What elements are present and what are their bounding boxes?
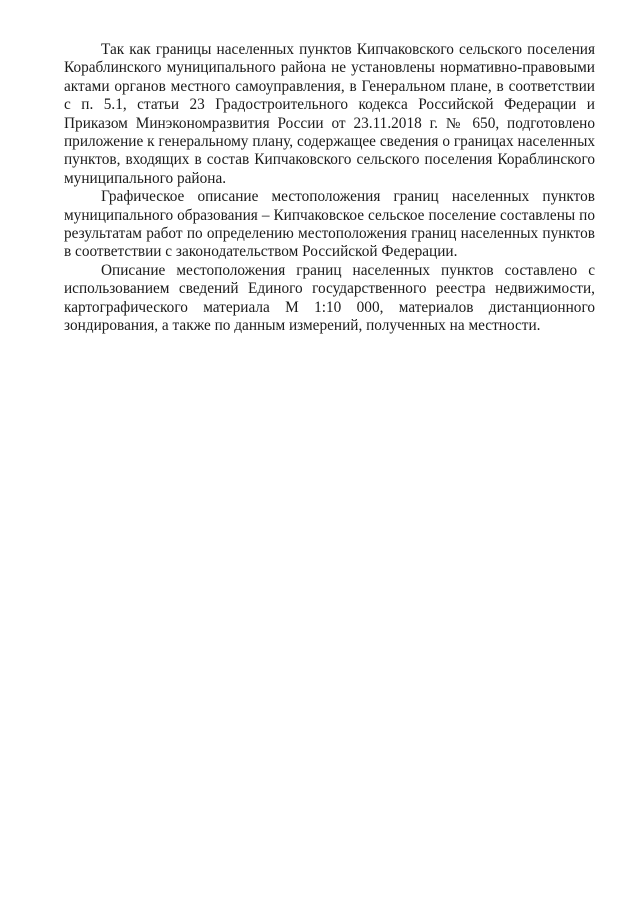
document-page bbox=[64, 41, 595, 336]
paragraph-graphic-description: Графическое описание местоположения границ населенных пунктов муниципального образования – Кипчаковское сельское поселение составлены по результатам работ по определению местоположения границ населенных пунктов в соответствии с законодательством Российской Федерации. bbox=[64, 188, 595, 261]
paragraph-boundaries-not-established: Так как границы населенных пунктов Кипчаковского сельского поселения Кораблинского муниципального района не установлены нормативно-правовыми актами органов местного самоуправления, в Генеральном плане, в соответствии с п. 5.1, статьи 23 Градостроительного кодекса Российской Федерации и Приказом Минэкономразвития России от 23.11.2018 г. № 650, подготовлено приложение к генеральному плану, содержащее сведения о границах населенных пунктов, входящих в состав Кипчаковского сельского поселения Кораблинского муниципального района. bbox=[64, 41, 595, 187]
paragraph-description-sources: Описание местоположения границ населенных пунктов составлено с использованием сведений Единого государственного реестра недвижимости, картографического материала М 1:10 000, материалов дистанционного зондирования, а также по данным измерений, полученных на местности. bbox=[64, 261, 595, 335]
